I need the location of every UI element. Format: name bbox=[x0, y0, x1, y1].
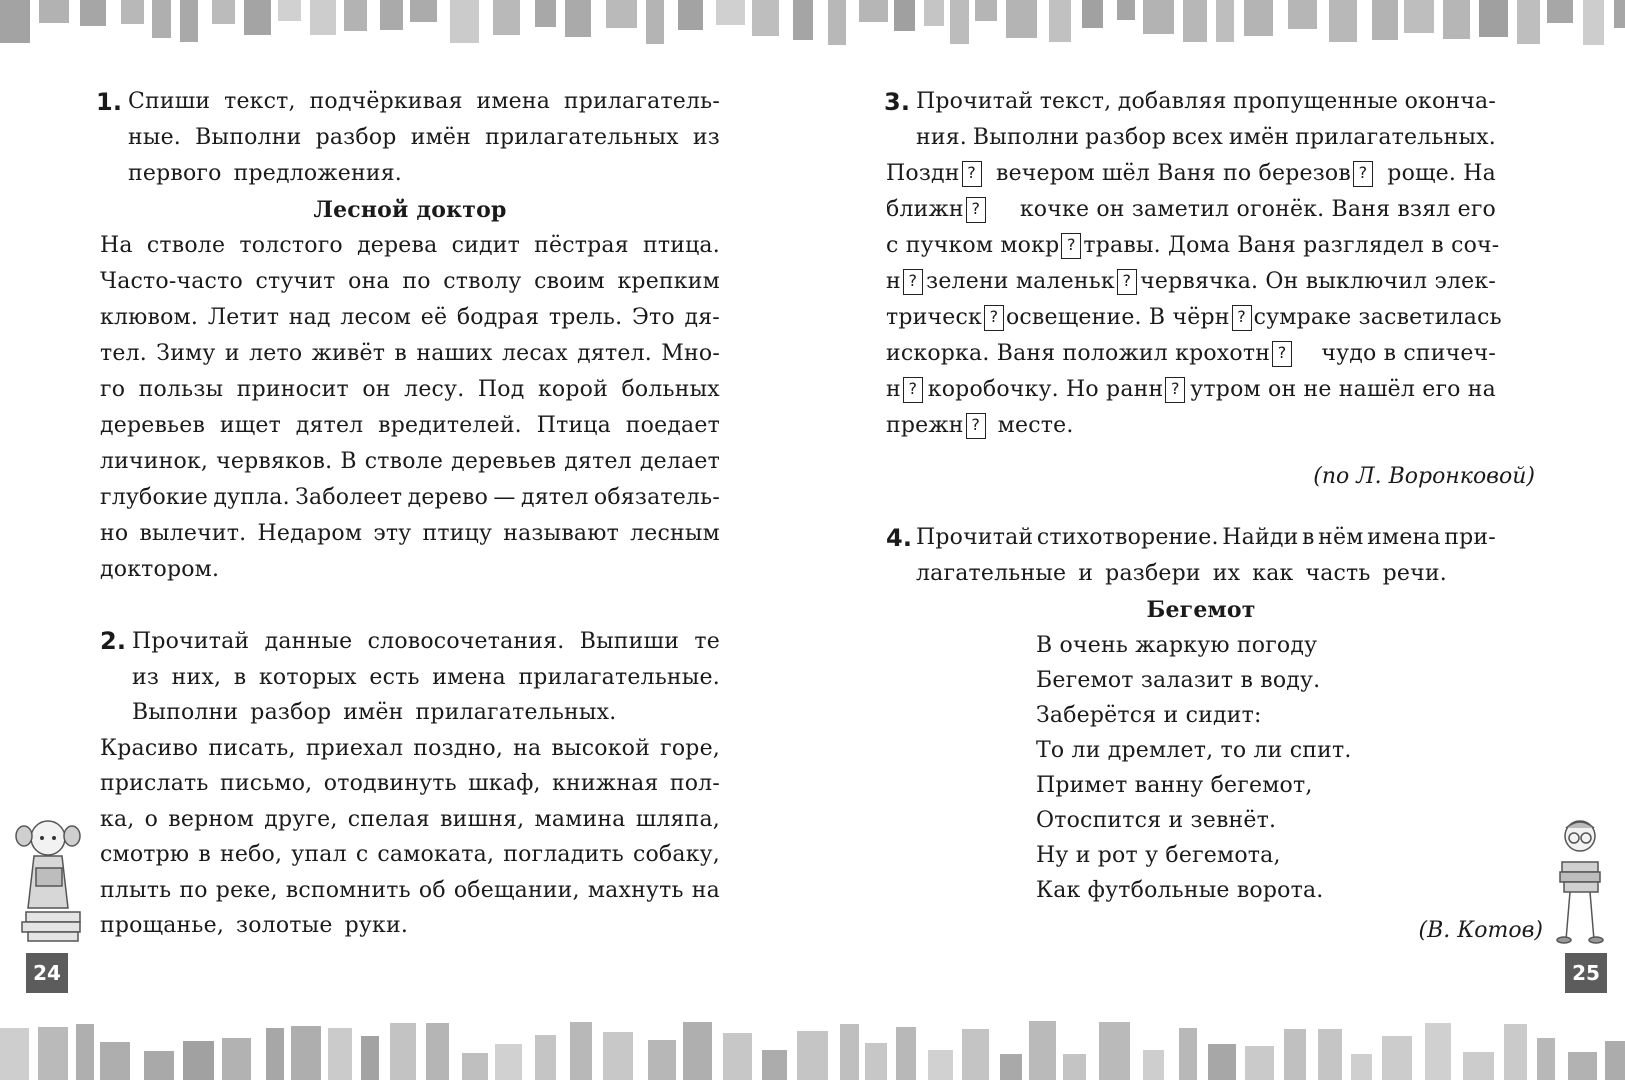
text-line: плыть по реке, вспомнить об обещании, махнуть на bbox=[100, 877, 720, 903]
instruction-line: лагательные и разбери их как часть речи. bbox=[916, 561, 1447, 586]
instruction-line: Спиши текст, подчёркивая имена прилагатель- bbox=[128, 89, 720, 114]
instruction-line: первого предложения. bbox=[128, 161, 402, 186]
text-line: но вылечит. Недаром эту птицу называют лесным bbox=[100, 521, 720, 546]
text-line bbox=[886, 228, 1500, 264]
text-line bbox=[886, 192, 1496, 228]
task-4 bbox=[886, 520, 1496, 908]
text-line: На стволе толстого дерева сидит пёстрая птица. bbox=[100, 233, 720, 258]
task-4-author: (В. Котов) bbox=[1418, 918, 1543, 943]
poem-line: Примет ванну бегемот, bbox=[1036, 773, 1313, 798]
poem-line: Бегемот залазит в воду. bbox=[1036, 668, 1321, 693]
word: Поздн bbox=[886, 161, 960, 186]
task-3-author: (по Л. Воронковой) bbox=[1313, 464, 1535, 489]
text-line: Красиво писать, приехал поздно, на высокой горе, bbox=[100, 735, 720, 761]
task-1-text bbox=[100, 228, 720, 588]
missing-ending-box: ? bbox=[903, 269, 923, 295]
task-3-number: 3. bbox=[884, 88, 911, 116]
text-line bbox=[886, 264, 1496, 300]
missing-ending-box: ? bbox=[966, 413, 986, 439]
task-1-instruction bbox=[100, 84, 720, 192]
missing-ending-box: ? bbox=[1117, 269, 1137, 295]
poem-line: Заберётся и сидит: bbox=[1036, 703, 1262, 728]
word: зелени маленьк bbox=[926, 269, 1115, 294]
word: вечером шёл Ваня по березов bbox=[995, 161, 1351, 186]
instruction-line: Прочитай текст, добавляя пропущенные оконча- bbox=[916, 89, 1496, 114]
missing-ending-box: ? bbox=[1165, 377, 1185, 403]
word: роще. На bbox=[1387, 161, 1496, 186]
text-line: го пользы приносит он лесу. Под корой больных bbox=[100, 377, 720, 402]
girl-reading-on-books-icon bbox=[6, 808, 90, 942]
instruction-line: из них, в которых есть имена прилагательные. bbox=[132, 664, 720, 690]
task-1-title: Лесной доктор bbox=[313, 197, 507, 223]
task-3-instruction bbox=[886, 84, 1496, 156]
task-2-instruction bbox=[100, 624, 720, 731]
task-2 bbox=[100, 624, 720, 944]
task-4-instruction bbox=[886, 520, 1496, 592]
poem bbox=[886, 628, 1496, 908]
task-1 bbox=[96, 84, 720, 588]
text-line: личинок, червяков. В стволе деревьев дятел делает bbox=[100, 449, 720, 474]
missing-ending-box: ? bbox=[903, 377, 923, 403]
right-page bbox=[812, 0, 1625, 1080]
missing-ending-box: ? bbox=[1353, 161, 1373, 187]
word: месте. bbox=[997, 413, 1074, 438]
task-3-text bbox=[886, 156, 1502, 444]
text-line: тел. Зиму и лето живёт в наших лесах дятел. Мно- bbox=[100, 341, 720, 366]
word: утром он не нашёл его на bbox=[1190, 377, 1496, 402]
task-4-number: 4. bbox=[886, 524, 913, 552]
task-2-number: 2. bbox=[100, 627, 127, 655]
task-3 bbox=[884, 84, 1502, 444]
missing-ending-box: ? bbox=[1232, 305, 1252, 331]
text-line: клювом. Летит над лесом её бодрая трель. Это дя- bbox=[100, 305, 720, 330]
word: червячка. Он выключил элек- bbox=[1140, 269, 1496, 294]
word: ближн bbox=[886, 197, 964, 222]
word: н bbox=[886, 377, 901, 402]
word: трическ bbox=[886, 305, 982, 330]
word: коробочку. Но ранн bbox=[927, 377, 1164, 402]
word: н bbox=[886, 269, 901, 294]
text-line: смотрю в небо, упал с самоката, погладить собаку, bbox=[100, 842, 720, 867]
word: кочке он заметил огонёк. Ваня взял его bbox=[1019, 197, 1496, 222]
text-line bbox=[886, 372, 1496, 408]
task-4-title: Бегемот bbox=[1146, 597, 1256, 623]
text-line: глубокие дупла. Заболеет дерево — дятел обязатель- bbox=[100, 485, 720, 510]
word: чудо в спичеч- bbox=[1321, 341, 1496, 366]
instruction-line: Прочитай данные словосочетания. Выпиши те bbox=[132, 629, 720, 654]
missing-ending-box: ? bbox=[1061, 233, 1081, 259]
boy-carrying-books-icon bbox=[1550, 814, 1610, 944]
page-number-right: 25 bbox=[1565, 953, 1607, 993]
poem-line: То ли дремлет, то ли спит. bbox=[1036, 738, 1352, 763]
poem-line: Ну и рот у бегемота, bbox=[1036, 843, 1281, 868]
poem-line: Отоспится и зевнёт. bbox=[1036, 808, 1277, 833]
left-page bbox=[0, 0, 800, 1080]
text-line: прощанье, золотые руки. bbox=[100, 913, 409, 938]
text-line bbox=[886, 156, 1496, 192]
text-line bbox=[886, 408, 1496, 444]
text-line: деревьев ищет дятел вредителей. Птица поедает bbox=[100, 413, 720, 438]
text-line bbox=[886, 336, 1496, 372]
missing-ending-box: ? bbox=[984, 305, 1004, 331]
poem-line: В очень жаркую погоду bbox=[1036, 633, 1318, 658]
word: с пучком мокр bbox=[886, 233, 1060, 258]
instruction-line: ные. Выполни разбор имён прилагательных из bbox=[128, 125, 720, 150]
instruction-line: ния. Выполни разбор всех имён прилагательных. bbox=[916, 125, 1496, 150]
missing-ending-box: ? bbox=[966, 197, 986, 223]
word: сумраке засветилась bbox=[1253, 305, 1502, 330]
text-line: ка, о верном друге, спелая вишня, мамина шляпа, bbox=[100, 806, 720, 832]
task-2-text bbox=[100, 731, 720, 944]
text-line: доктором. bbox=[100, 557, 220, 582]
text-line: Часто-часто стучит она по стволу своим крепким bbox=[100, 269, 720, 294]
word: искорка. Ваня положил крохотн bbox=[886, 341, 1271, 366]
missing-ending-box: ? bbox=[962, 161, 982, 187]
word: прежн bbox=[886, 413, 964, 438]
instruction-line: Прочитай стихотворение. Найди в нём имена при- bbox=[916, 525, 1496, 550]
word: освещение. В чёрн bbox=[1005, 305, 1230, 330]
instruction-line: Выполни разбор имён прилагательных. bbox=[132, 700, 617, 725]
page-number-left: 24 bbox=[26, 953, 68, 993]
text-line bbox=[886, 300, 1502, 336]
poem-line: Как футбольные ворота. bbox=[1036, 878, 1324, 903]
text-line: прислать письмо, отодвинуть шкаф, книжная пол- bbox=[100, 771, 720, 796]
word: травы. Дома Ваня разглядел в соч- bbox=[1083, 233, 1500, 258]
missing-ending-box: ? bbox=[1272, 341, 1292, 367]
task-1-number: 1. bbox=[96, 88, 123, 116]
